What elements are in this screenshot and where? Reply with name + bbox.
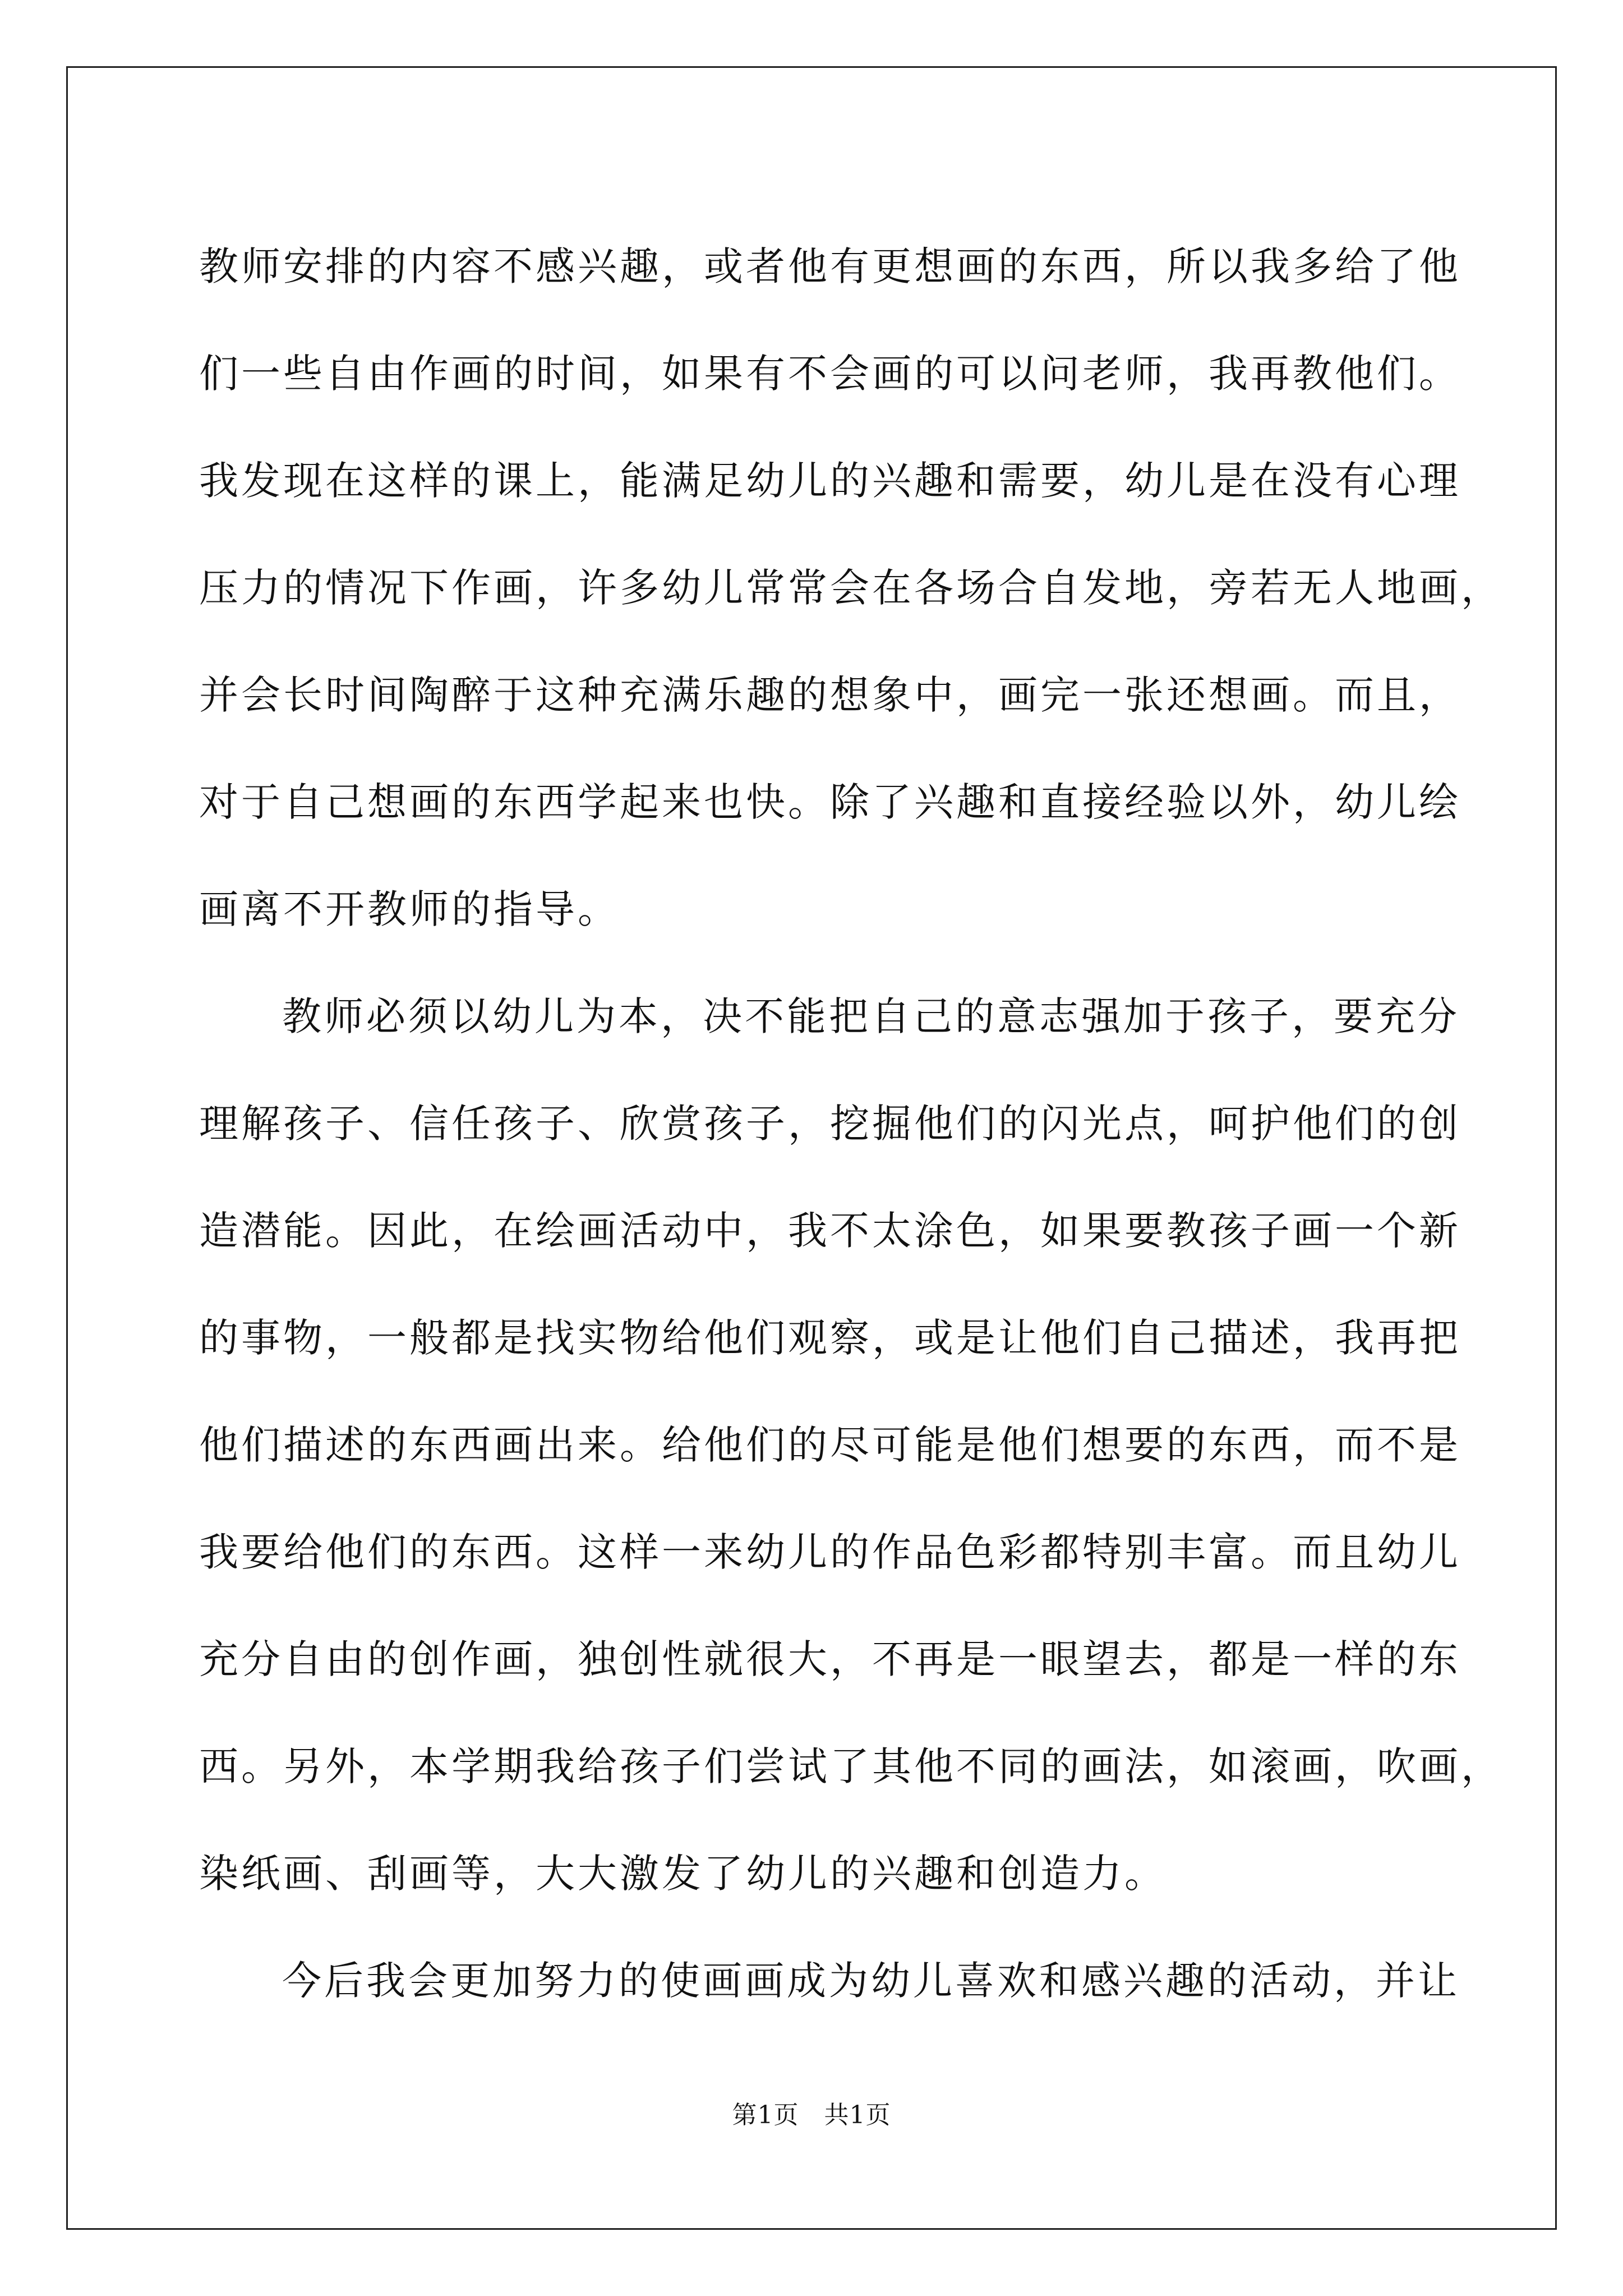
text-line: 对于自己想画的东西学起来也快。除了兴趣和直接经验以外，幼儿绘: [199, 779, 1461, 825]
text-line: 造潜能。因此，在绘画活动中，我不太涂色，如果要教孩子画一个新: [199, 1208, 1461, 1254]
paragraph-first-line: 今后我会更加努力的使画画成为幼儿喜欢和感兴趣的活动，并让: [282, 1958, 1460, 2004]
text-line: 理解孩子、信任孩子、欣赏孩子，挖掘他们的闪光点，呵护他们的创: [199, 1101, 1461, 1147]
page-number-footer: 第1页 共1页: [732, 2101, 891, 2129]
text-line: 们一些自由作画的时间，如果有不会画的可以问老师，我再教他们。: [199, 351, 1461, 397]
text-line: 的事物，一般都是找实物给他们观察，或是让他们自己描述，我再把: [199, 1315, 1461, 1361]
text-line: 他们描述的东西画出来。给他们的尽可能是他们想要的东西，而不是: [199, 1422, 1461, 1468]
text-line: 我要给他们的东西。这样一来幼儿的作品色彩都特别丰富。而且幼儿: [199, 1529, 1461, 1575]
text-line: 画离不开教师的指导。: [199, 886, 620, 932]
text-line: 压力的情况下作画，许多幼儿常常会在各场合自发地，旁若无人地画，: [199, 565, 1503, 611]
text-line: 充分自由的创作画，独创性就很大，不再是一眼望去，都是一样的东: [199, 1636, 1461, 1682]
text-line: 我发现在这样的课上，能满足幼儿的兴趣和需要，幼儿是在没有心理: [199, 458, 1461, 504]
text-line: 染纸画、刮画等，大大激发了幼儿的兴趣和创造力。: [199, 1851, 1166, 1897]
text-line: 西。另外，本学期我给孩子们尝试了其他不同的画法，如滚画，吹画，: [199, 1743, 1503, 1789]
text-line: 教师安排的内容不感兴趣，或者他有更想画的东西，所以我多给了他: [199, 243, 1461, 289]
document-body: [199, 213, 1503, 2035]
paragraph-first-line: 教师必须以幼儿为本，决不能把自己的意志强加于孩子，要充分: [282, 993, 1460, 1039]
text-line: 并会长时间陶醉于这种充满乐趣的想象中，画完一张还想画。而且，: [199, 672, 1461, 718]
